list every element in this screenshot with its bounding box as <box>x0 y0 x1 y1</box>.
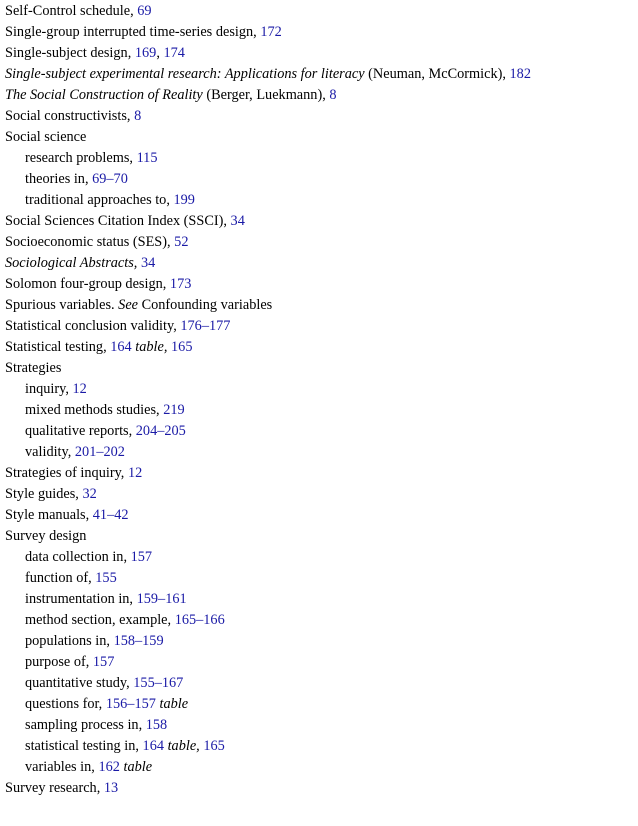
entry-text: Single-subject design, <box>5 45 135 61</box>
page-reference-link[interactable]: 201–202 <box>74 444 125 460</box>
index-entry <box>5 463 635 484</box>
entry-text: traditional approaches to, <box>25 192 174 208</box>
page-reference-link[interactable]: 164 <box>110 339 132 355</box>
page-reference-link[interactable]: 158 <box>145 717 168 733</box>
entry-text: function of, <box>25 570 96 586</box>
index-entry <box>5 316 635 337</box>
index-entry <box>5 505 635 526</box>
entry-text: qualitative reports, <box>25 423 136 439</box>
index-subentry <box>5 568 635 589</box>
page-reference-link[interactable]: 69–70 <box>92 171 128 187</box>
index-entry <box>5 211 635 232</box>
index-subentry <box>5 442 635 463</box>
index-subentry <box>5 379 635 400</box>
index-page <box>5 1 635 799</box>
index-subentry <box>5 673 635 694</box>
entry-text: sampling process in, <box>25 717 146 733</box>
index-subentry <box>5 757 635 778</box>
entry-text: Strategies <box>5 360 62 376</box>
italic-text: table <box>159 696 189 712</box>
page-reference-link[interactable]: 165 <box>171 339 193 355</box>
page-reference-link[interactable]: 219 <box>163 402 185 418</box>
page-reference-link[interactable]: 172 <box>260 24 282 40</box>
index-subentry <box>5 631 635 652</box>
entry-text: purpose of, <box>25 654 93 670</box>
index-entry <box>5 337 635 358</box>
entry-text: validity, <box>25 444 75 460</box>
index-entry <box>5 127 635 148</box>
entry-text: Single-group interrupted time-series design, <box>5 24 261 40</box>
index-subentry <box>5 421 635 442</box>
entry-text: , <box>156 45 164 61</box>
page-reference-link[interactable]: 169 <box>134 45 157 61</box>
page-reference-link[interactable]: 41–42 <box>92 507 129 523</box>
page-reference-link[interactable]: 158–159 <box>113 633 164 649</box>
entry-text: mixed methods studies, <box>25 402 164 418</box>
page-reference-link[interactable]: 164 <box>142 738 164 754</box>
index-entry <box>5 526 635 547</box>
entry-text: method section, example, <box>25 612 175 628</box>
entry-text: instrumentation in, <box>25 591 137 607</box>
entry-text: Socioeconomic status (SES), <box>5 234 175 250</box>
index-entry <box>5 22 635 43</box>
index-subentry <box>5 169 635 190</box>
index-entry <box>5 106 635 127</box>
index-subentry <box>5 736 635 757</box>
page-reference-link[interactable]: 13 <box>103 780 119 796</box>
page-reference-link[interactable]: 159–161 <box>136 591 187 607</box>
index-entry <box>5 778 635 799</box>
entry-text: Style manuals, <box>5 507 93 523</box>
page-reference-link[interactable]: 182 <box>509 66 531 82</box>
page-reference-link[interactable]: 157 <box>92 654 115 670</box>
index-subentry <box>5 589 635 610</box>
page-reference-link[interactable]: 34 <box>140 255 156 271</box>
entry-text: populations in, <box>25 633 114 649</box>
entry-text: inquiry, <box>25 381 73 397</box>
page-reference-link[interactable]: 176–177 <box>180 318 231 334</box>
entry-text: theories in, <box>25 171 93 187</box>
page-reference-link[interactable]: 162 <box>98 759 120 775</box>
italic-text: See <box>118 297 139 313</box>
index-entry <box>5 64 635 85</box>
entry-text: Social science <box>5 129 87 145</box>
italic-text: Sociological Abstracts, <box>5 255 138 271</box>
page-reference-link[interactable]: 12 <box>127 465 143 481</box>
page-reference-link[interactable]: 174 <box>163 45 185 61</box>
index-subentry <box>5 694 635 715</box>
entry-text: questions for, <box>25 696 106 712</box>
page-reference-link[interactable]: 8 <box>134 108 142 124</box>
page-reference-link[interactable]: 155–167 <box>133 675 184 691</box>
page-reference-link[interactable]: 156–157 <box>105 696 156 712</box>
page-reference-link[interactable]: 155 <box>95 570 117 586</box>
page-reference-link[interactable]: 204–205 <box>135 423 186 439</box>
italic-text: table, <box>135 339 168 355</box>
index-entry <box>5 484 635 505</box>
entry-text: Statistical conclusion validity, <box>5 318 181 334</box>
entry-text: data collection in, <box>25 549 131 565</box>
index-entry <box>5 253 635 274</box>
index-entry <box>5 43 635 64</box>
index-subentry <box>5 652 635 673</box>
italic-text: The Social Construction of Reality <box>5 87 203 103</box>
entry-text: Self-Control schedule, <box>5 3 138 19</box>
page-reference-link[interactable]: 157 <box>130 549 153 565</box>
index-entry <box>5 295 635 316</box>
page-reference-link[interactable]: 34 <box>230 213 245 229</box>
entry-text: Social Sciences Citation Index (SSCI), <box>5 213 231 229</box>
entry-text: (Berger, Luekmann), <box>202 87 330 103</box>
entry-text: Survey design <box>5 528 87 544</box>
index-entry <box>5 232 635 253</box>
entry-text: Style guides, <box>5 486 83 502</box>
entry-text: Spurious variables. <box>5 297 119 313</box>
page-reference-link[interactable]: 165 <box>203 738 225 754</box>
entry-text: (Neuman, McCormick), <box>364 66 510 82</box>
index-subentry <box>5 148 635 169</box>
page-reference-link[interactable]: 199 <box>173 192 195 208</box>
page-reference-link[interactable]: 165–166 <box>174 612 225 628</box>
page-reference-link[interactable]: 115 <box>136 150 158 166</box>
page-reference-link[interactable]: 69 <box>137 3 152 19</box>
page-reference-link[interactable]: 12 <box>72 381 87 397</box>
page-reference-link[interactable]: 173 <box>169 276 192 292</box>
index-subentry <box>5 400 635 421</box>
entry-text: statistical testing in, <box>25 738 143 754</box>
index-entry <box>5 274 635 295</box>
entry-text: variables in, <box>25 759 99 775</box>
page-reference-link[interactable]: 32 <box>82 486 97 502</box>
entry-text: quantitative study, <box>25 675 134 691</box>
entry-text: Solomon four-group design, <box>5 276 170 292</box>
entry-text: Confounding variables <box>138 297 273 313</box>
page-reference-link[interactable]: 8 <box>329 87 337 103</box>
index-subentry <box>5 190 635 211</box>
index-entry <box>5 85 635 106</box>
entry-text: Statistical testing, <box>5 339 111 355</box>
index-subentry <box>5 547 635 568</box>
index-subentry <box>5 715 635 736</box>
italic-text: Single-subject experimental research: Applications for literacy <box>5 66 365 82</box>
italic-text: table <box>123 759 153 775</box>
italic-text: table, <box>167 738 200 754</box>
index-entry <box>5 1 635 22</box>
entry-text: Survey research, <box>5 780 104 796</box>
index-subentry <box>5 610 635 631</box>
entry-text: Strategies of inquiry, <box>5 465 128 481</box>
entry-text: research problems, <box>25 150 137 166</box>
page-reference-link[interactable]: 52 <box>174 234 189 250</box>
entry-text: Social constructivists, <box>5 108 135 124</box>
index-entry <box>5 358 635 379</box>
